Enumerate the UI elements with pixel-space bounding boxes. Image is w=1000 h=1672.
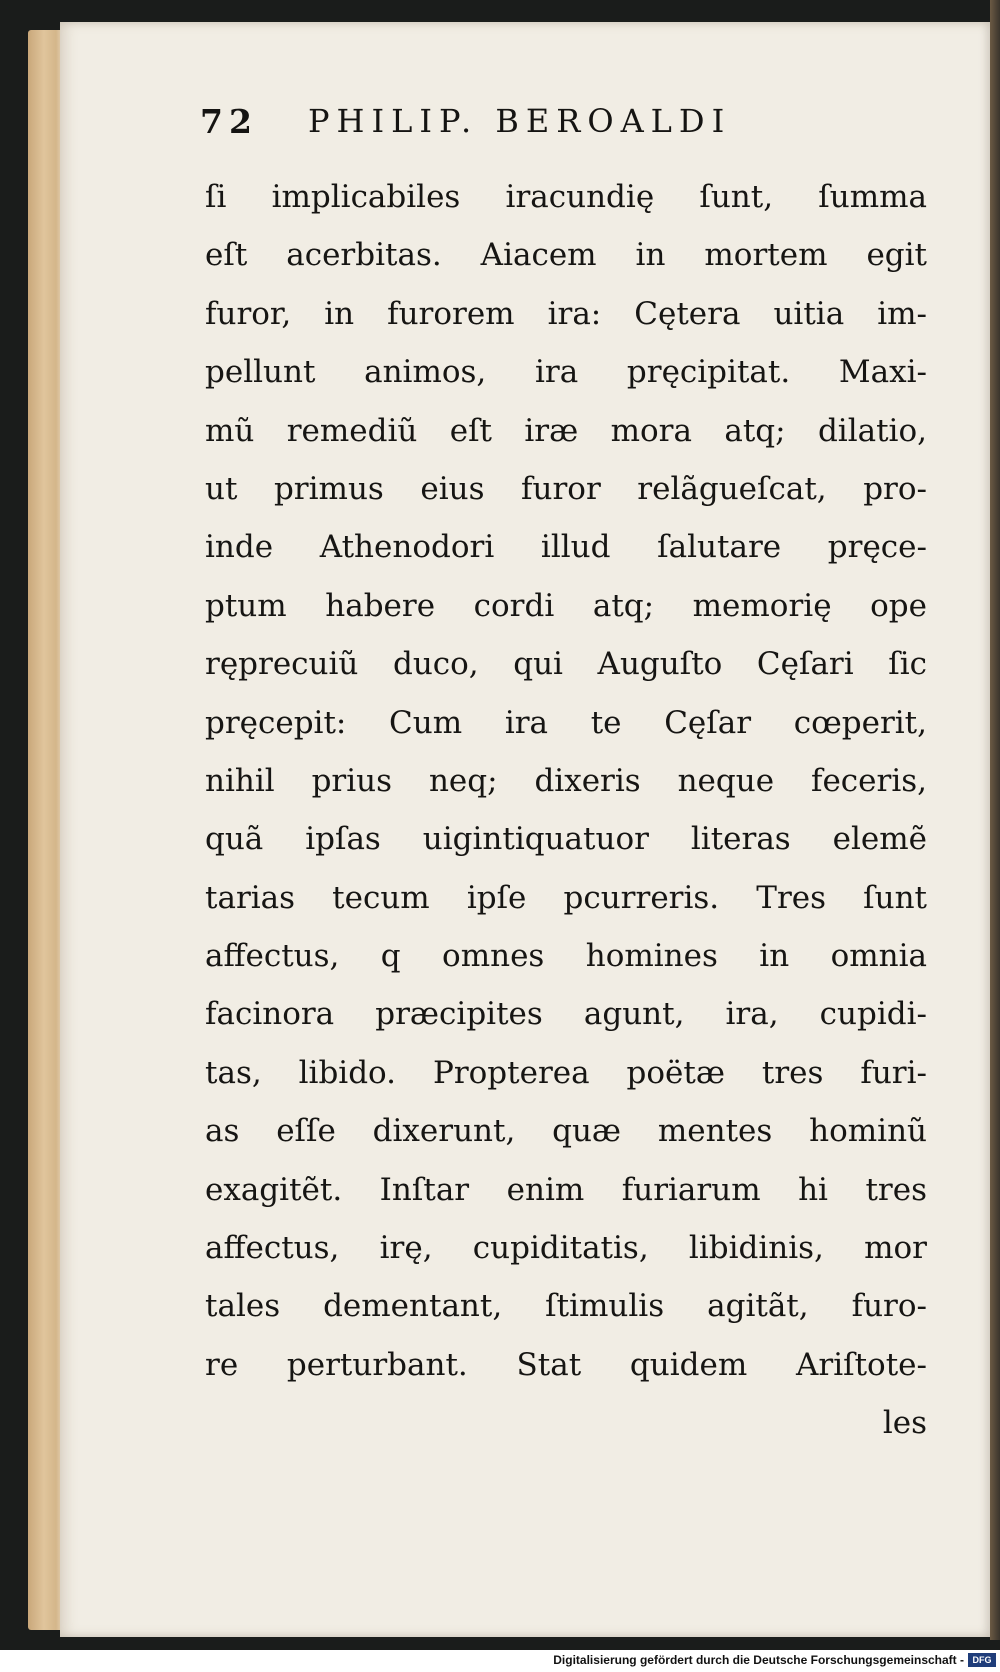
- text-line: pellunt animos, ira pręcipitat. Maxi-: [205, 354, 927, 391]
- text-line: ſi implicabiles iracundię ſunt, ſumma: [205, 179, 927, 215]
- text-line: affectus, irę, cupiditatis, libidinis, mor: [205, 1230, 927, 1267]
- text-line: tas, libido. Propterea poëtæ tres furi-: [205, 1054, 927, 1091]
- text-line: tarias tecum ipſe pcurreris. Tres ſunt: [205, 879, 927, 916]
- text-line: furor, in furorem ira: Cętera uitia im-: [205, 295, 927, 332]
- text-line: inde Athenodori illud ſalutare pręce-: [205, 529, 927, 566]
- running-head: PHILIP. BEROALDI: [308, 102, 732, 140]
- body-text: [205, 168, 927, 1453]
- text-line: re perturbant. Stat quidem Ariſtote-: [205, 1346, 927, 1383]
- text-line: exagitẽt. Inſtar enim furiarum hi tres: [205, 1171, 927, 1208]
- dfg-logo-icon: DFG: [968, 1653, 996, 1667]
- text-line: ręprecuiũ duco, qui Auguſto Cęſari ſic: [205, 646, 927, 683]
- text-line: facinora præcipites agunt, ira, cupidi-: [205, 996, 927, 1033]
- text-line: nihil prius neq; dixeris neque feceris,: [205, 762, 927, 799]
- catchword: les: [882, 1405, 927, 1442]
- text-line: affectus, q omnes homines in omnia: [205, 938, 927, 975]
- page-header: [200, 102, 920, 152]
- right-binding-edge: [990, 0, 1000, 1640]
- text-line: ut primus eius furor relãgueſcat, pro-: [205, 470, 927, 507]
- text-line: ptum habere cordi atq; memorię ope: [205, 587, 927, 624]
- text-line: as eſſe dixerunt, quæ mentes hominũ: [205, 1113, 927, 1150]
- page-number: 72: [200, 102, 258, 141]
- text-line: eſt acerbitas. Aiacem in mortem egit: [205, 237, 927, 274]
- digitization-credit: Digitalisierung gefördert durch die Deutsche Forschungsgemeinschaft -: [553, 1653, 964, 1667]
- text-line: quã ipſas uigintiquatuor literas elemẽ: [205, 821, 927, 858]
- text-line: mũ remediũ eſt iræ mora atq; dilatio,: [205, 412, 927, 449]
- text-line: tales dementant, ſtimulis agitãt, furo-: [205, 1288, 927, 1325]
- text-line: pręcepit: Cum ira te Cęſar cœperit,: [205, 704, 927, 741]
